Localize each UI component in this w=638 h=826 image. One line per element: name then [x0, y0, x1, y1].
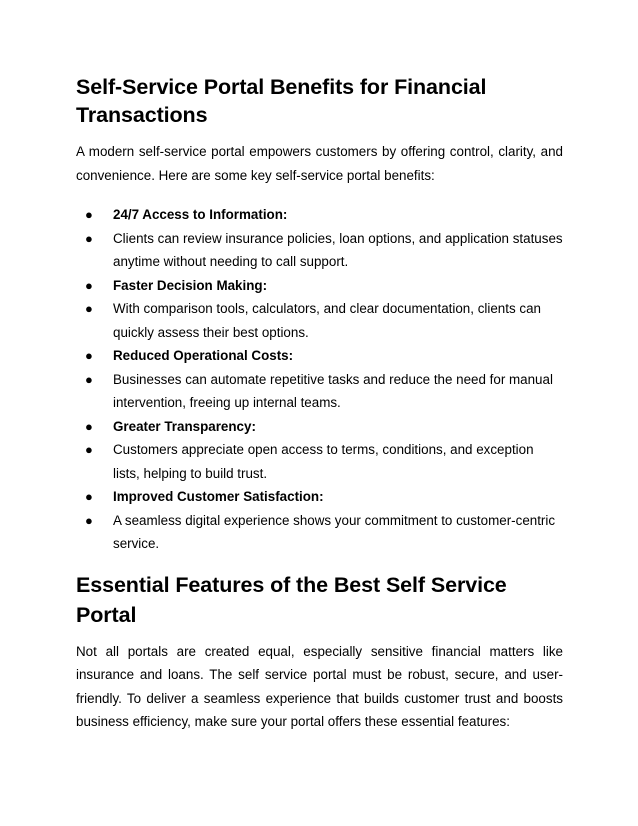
bullet-icon: ●	[85, 489, 93, 504]
benefit-text: Businesses can automate repetitive tasks and reduce the need for manual intervention, freeing up internal teams.	[113, 371, 553, 410]
features-intro-paragraph: Not all portals are created equal, especially sensitive financial matters like insurance and loans. The self service portal must be robust, secure, and user-friendly. To deliver a seamless experience that builds customer trust and boosts business efficiency, make sure your portal offers these essential features:	[76, 643, 563, 729]
benefit-item	[76, 509, 563, 556]
bullet-icon: ●	[85, 348, 93, 363]
bullet-icon: ●	[85, 277, 93, 293]
benefit-item	[76, 203, 563, 227]
benefit-item	[76, 227, 563, 274]
benefit-item	[76, 415, 563, 439]
benefit-text: Reduced Operational Costs:	[113, 348, 294, 363]
bullet-icon: ●	[85, 207, 93, 222]
benefit-text: Improved Customer Satisfaction:	[113, 489, 324, 504]
section-heading: Essential Features of the Best Self Service Portal	[76, 572, 507, 627]
benefit-text: Greater Transparency:	[113, 418, 256, 434]
benefit-item	[76, 344, 563, 368]
benefit-item	[76, 485, 563, 509]
bullet-icon: ●	[85, 301, 93, 316]
benefit-item	[76, 297, 563, 344]
benefit-text: 24/7 Access to Information:	[113, 207, 288, 222]
benefit-item	[76, 274, 563, 298]
bullet-icon: ●	[85, 230, 93, 246]
intro-paragraph: A modern self-service portal empowers customers by offering control, clarity, and convenience. Here are some key self-service portal benefits:	[76, 144, 563, 183]
bullet-icon: ●	[85, 442, 93, 457]
benefit-text: Clients can review insurance policies, loan options, and application statuses anytime without needing to call support.	[113, 230, 563, 269]
bullet-icon: ●	[85, 418, 93, 434]
bullet-icon: ●	[85, 371, 93, 387]
benefits-list	[76, 203, 563, 556]
benefit-text: With comparison tools, calculators, and clear documentation, clients can quickly assess their best options.	[113, 301, 541, 340]
document-page	[76, 73, 563, 734]
benefit-text: A seamless digital experience shows your commitment to customer-centric service.	[113, 512, 556, 551]
page-title: Self-Service Portal Benefits for Financial Transactions	[76, 75, 487, 127]
benefit-text: Faster Decision Making:	[113, 277, 268, 293]
benefit-item	[76, 438, 563, 485]
benefit-item	[76, 368, 563, 415]
benefit-text: Customers appreciate open access to terms, conditions, and exception lists, helping to build trust.	[113, 442, 534, 481]
bullet-icon: ●	[85, 512, 93, 528]
